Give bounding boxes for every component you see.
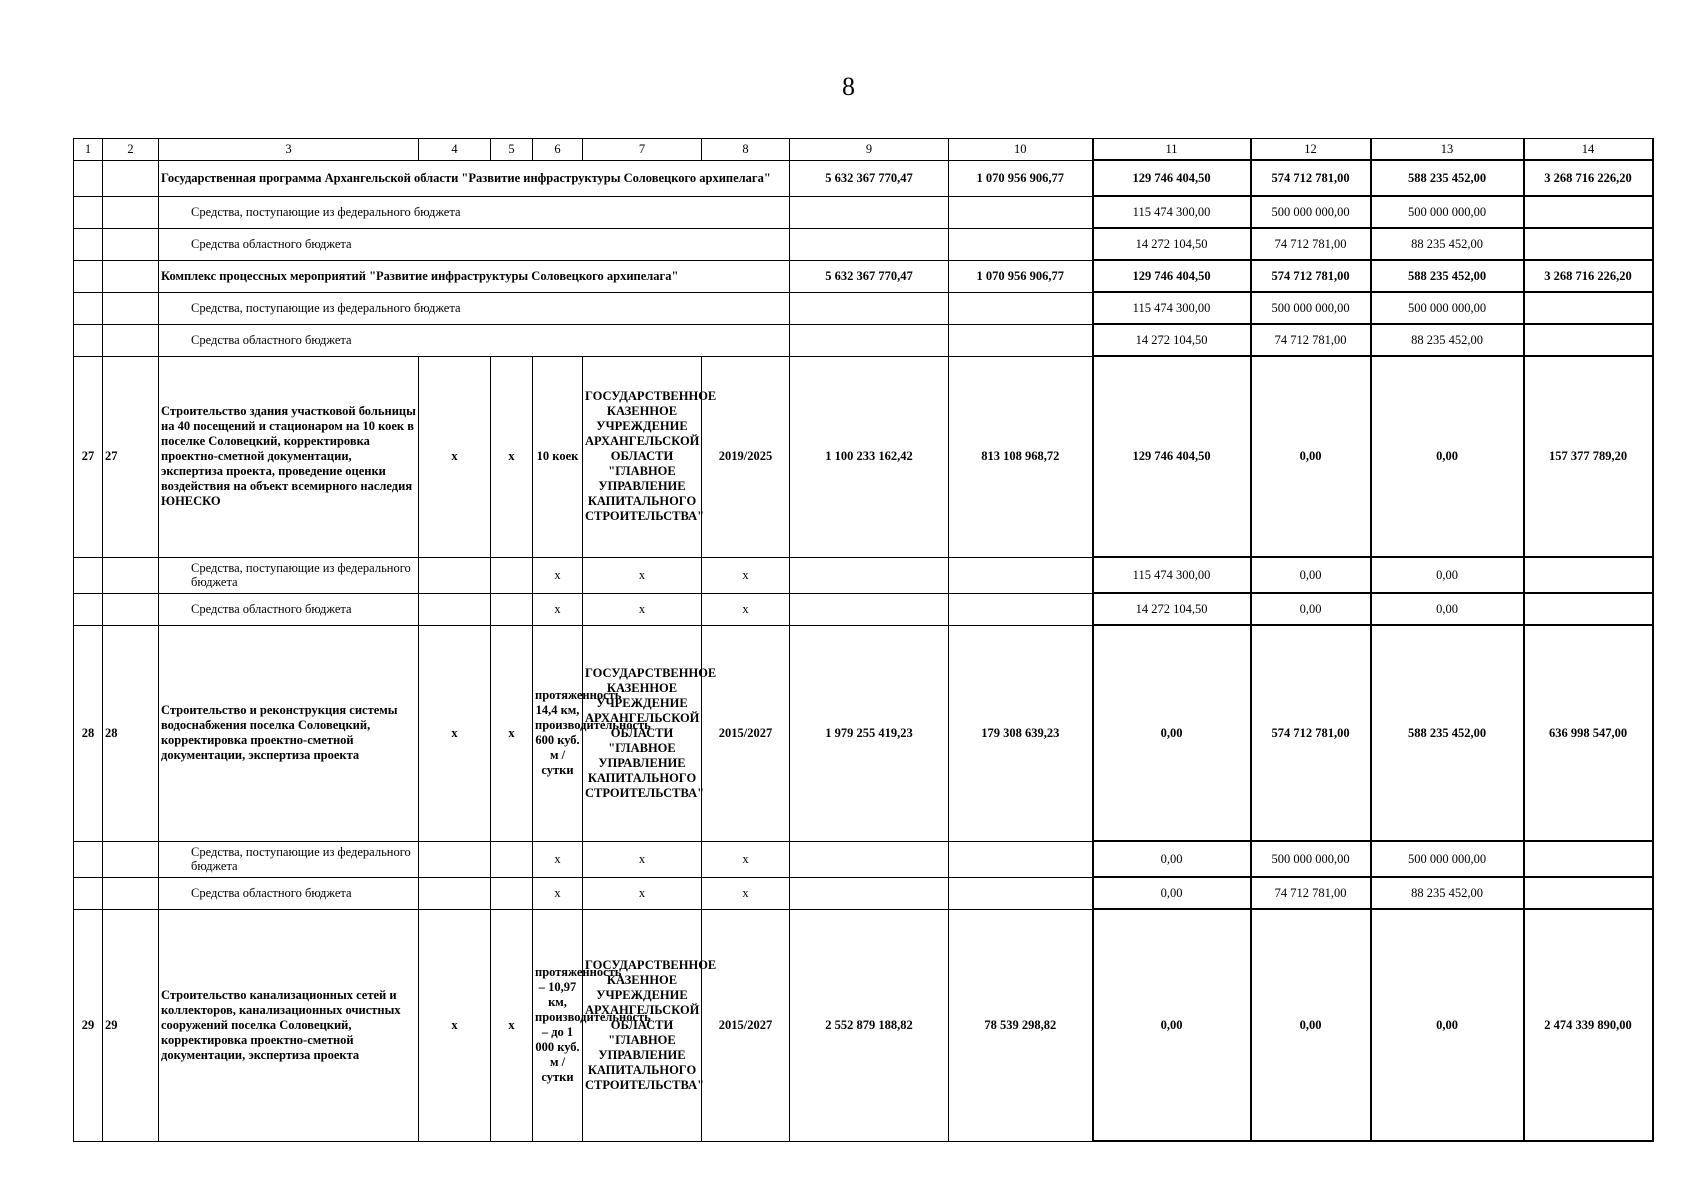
col-header-12: 12 <box>1251 139 1371 161</box>
row-c12: 0,00 <box>1251 356 1371 557</box>
col-header-4: 4 <box>419 139 491 161</box>
program-fed-c13: 500 000 000,00 <box>1371 196 1524 228</box>
row-code: 28 <box>103 625 159 841</box>
row-c5: х <box>491 356 533 557</box>
complex-c10: 1 070 956 906,77 <box>949 260 1093 292</box>
row-fed-x6: х <box>533 841 583 877</box>
row-c11: 0,00 <box>1093 909 1251 1141</box>
program-reg-c13: 88 235 452,00 <box>1371 228 1524 260</box>
complex-fed-c12: 500 000 000,00 <box>1251 292 1371 324</box>
col-header-9: 9 <box>790 139 949 161</box>
row-federal-label: Средства, поступающие из федерального бюджета <box>159 841 419 877</box>
program-regional-row <box>74 228 1653 260</box>
row-c10: 78 539 298,82 <box>949 909 1093 1141</box>
col-header-10: 10 <box>949 139 1093 161</box>
row-name: Строительство здания участковой больницы на 40 посещений и стационаром на 10 коек в поселке Соловецкий, корректировка проектно-сметной документации, экспертиза проекта, проведение оценки воздействия на объект всемирного наследия ЮНЕСКО <box>159 356 419 557</box>
row-fed-c11: 115 474 300,00 <box>1093 557 1251 593</box>
row-fed-x8: х <box>702 557 790 593</box>
row-reg-x7: х <box>583 877 702 909</box>
row-c14: 157 377 789,20 <box>1524 356 1653 557</box>
row-c13: 0,00 <box>1371 356 1524 557</box>
program-federal-row <box>74 196 1653 228</box>
row-reg-x8: х <box>702 877 790 909</box>
row-c9: 1 979 255 419,23 <box>790 625 949 841</box>
program-federal-label: Средства, поступающие из федерального бюджета <box>159 196 790 228</box>
col-header-11: 11 <box>1093 139 1251 161</box>
row-number: 28 <box>74 625 103 841</box>
row-code: 29 <box>103 909 159 1141</box>
row-fed-x7: х <box>583 841 702 877</box>
row-reg-x6: х <box>533 593 583 625</box>
complex-regional-row <box>74 324 1653 356</box>
program-fed-c11: 115 474 300,00 <box>1093 196 1251 228</box>
complex-federal-label: Средства, поступающие из федерального бюджета <box>159 292 790 324</box>
row-c10: 179 308 639,23 <box>949 625 1093 841</box>
row-c7: ГОСУДАРСТВЕННОЕ КАЗЕННОЕ УЧРЕЖДЕНИЕ АРХАНГЕЛЬСКОЙ ОБЛАСТИ "ГЛАВНОЕ УПРАВЛЕНИЕ КАПИТАЛЬНОГО СТРОИТЕЛЬСТВА" <box>583 909 702 1141</box>
program-c10: 1 070 956 906,77 <box>949 160 1093 196</box>
table-row <box>74 593 1653 625</box>
col-header-2: 2 <box>103 139 159 161</box>
row-reg-c13: 0,00 <box>1371 593 1524 625</box>
table-row <box>74 841 1653 877</box>
row-number: 29 <box>74 909 103 1141</box>
table-row <box>74 356 1653 557</box>
program-reg-c12: 74 712 781,00 <box>1251 228 1371 260</box>
col-header-1: 1 <box>74 139 103 161</box>
complex-fed-c13: 500 000 000,00 <box>1371 292 1524 324</box>
table-row <box>74 625 1653 841</box>
row-fed-c13: 0,00 <box>1371 557 1524 593</box>
row-reg-x8: х <box>702 593 790 625</box>
row-c8: 2015/2027 <box>702 909 790 1141</box>
row-c5: х <box>491 625 533 841</box>
col-header-5: 5 <box>491 139 533 161</box>
program-fed-c12: 500 000 000,00 <box>1251 196 1371 228</box>
row-fed-x7: х <box>583 557 702 593</box>
row-reg-x6: х <box>533 877 583 909</box>
row-c4: х <box>419 625 491 841</box>
row-c6: 10 коек <box>533 356 583 557</box>
row-c9: 2 552 879 188,82 <box>790 909 949 1141</box>
program-c11: 129 746 404,50 <box>1093 160 1251 196</box>
row-fed-x8: х <box>702 841 790 877</box>
row-fed-x6: х <box>533 557 583 593</box>
row-c11: 129 746 404,50 <box>1093 356 1251 557</box>
col-header-6: 6 <box>533 139 583 161</box>
col-header-3: 3 <box>159 139 419 161</box>
col-header-7: 7 <box>583 139 702 161</box>
row-reg-c12: 74 712 781,00 <box>1251 877 1371 909</box>
row-regional-label: Средства областного бюджета <box>159 877 419 909</box>
complex-c9: 5 632 367 770,47 <box>790 260 949 292</box>
complex-federal-row <box>74 292 1653 324</box>
row-c13: 588 235 452,00 <box>1371 625 1524 841</box>
row-number: 27 <box>74 356 103 557</box>
col-header-14: 14 <box>1524 139 1653 161</box>
row-c6: протяженность 14,4 км, производительность 600 куб. м / сутки <box>533 625 583 841</box>
row-reg-x7: х <box>583 593 702 625</box>
program-title: Государственная программа Архангельской области "Развитие инфраструктуры Соловецкого архипелага" <box>159 160 790 196</box>
row-c13: 0,00 <box>1371 909 1524 1141</box>
row-c12: 574 712 781,00 <box>1251 625 1371 841</box>
row-c7: ГОСУДАРСТВЕННОЕ КАЗЕННОЕ УЧРЕЖДЕНИЕ АРХАНГЕЛЬСКОЙ ОБЛАСТИ "ГЛАВНОЕ УПРАВЛЕНИЕ КАПИТАЛЬНОГО СТРОИТЕЛЬСТВА" <box>583 356 702 557</box>
program-c14: 3 268 716 226,20 <box>1524 160 1653 196</box>
row-c6: протяженность – 10,97 км, производительность – до 1 000 куб. м / сутки <box>533 909 583 1141</box>
table-row <box>74 909 1653 1141</box>
complex-c13: 588 235 452,00 <box>1371 260 1524 292</box>
row-federal-label: Средства, поступающие из федерального бюджета <box>159 557 419 593</box>
row-c12: 0,00 <box>1251 909 1371 1141</box>
row-reg-c11: 0,00 <box>1093 877 1251 909</box>
row-fed-c12: 500 000 000,00 <box>1251 841 1371 877</box>
row-c8: 2019/2025 <box>702 356 790 557</box>
row-c4: х <box>419 356 491 557</box>
row-regional-label: Средства областного бюджета <box>159 593 419 625</box>
page-number: 8 <box>842 72 855 101</box>
complex-row <box>74 260 1653 292</box>
col-header-13: 13 <box>1371 139 1524 161</box>
complex-c12: 574 712 781,00 <box>1251 260 1371 292</box>
row-name: Строительство канализационных сетей и коллекторов, канализационных очистных сооружений поселка Соловецкий, корректировка проектно-сметной документации, экспертиза проекта <box>159 909 419 1141</box>
table-row <box>74 557 1653 593</box>
col-header-8: 8 <box>702 139 790 161</box>
table-row <box>74 877 1653 909</box>
row-c10: 813 108 968,72 <box>949 356 1093 557</box>
row-c14: 636 998 547,00 <box>1524 625 1653 841</box>
row-c4: х <box>419 909 491 1141</box>
row-code: 27 <box>103 356 159 557</box>
program-reg-c11: 14 272 104,50 <box>1093 228 1251 260</box>
row-c8: 2015/2027 <box>702 625 790 841</box>
row-fed-c13: 500 000 000,00 <box>1371 841 1524 877</box>
column-numbers-row <box>74 139 1653 161</box>
complex-regional-label: Средства областного бюджета <box>159 324 790 356</box>
program-regional-label: Средства областного бюджета <box>159 228 790 260</box>
row-fed-c11: 0,00 <box>1093 841 1251 877</box>
row-name: Строительство и реконструкция системы водоснабжения поселка Соловецкий, корректировка проектно-сметной документации, экспертиза проекта <box>159 625 419 841</box>
complex-title: Комплекс процессных мероприятий "Развитие инфраструктуры Соловецкого архипелага" <box>159 260 790 292</box>
complex-fed-c11: 115 474 300,00 <box>1093 292 1251 324</box>
complex-reg-c11: 14 272 104,50 <box>1093 324 1251 356</box>
program-c12: 574 712 781,00 <box>1251 160 1371 196</box>
row-reg-c11: 14 272 104,50 <box>1093 593 1251 625</box>
row-reg-c13: 88 235 452,00 <box>1371 877 1524 909</box>
row-reg-c12: 0,00 <box>1251 593 1371 625</box>
program-c9: 5 632 367 770,47 <box>790 160 949 196</box>
budget-table <box>73 138 1654 1142</box>
program-row <box>74 160 1653 196</box>
complex-reg-c12: 74 712 781,00 <box>1251 324 1371 356</box>
row-fed-c12: 0,00 <box>1251 557 1371 593</box>
complex-c14: 3 268 716 226,20 <box>1524 260 1653 292</box>
program-c13: 588 235 452,00 <box>1371 160 1524 196</box>
row-c7: ГОСУДАРСТВЕННОЕ КАЗЕННОЕ УЧРЕЖДЕНИЕ АРХАНГЕЛЬСКОЙ ОБЛАСТИ "ГЛАВНОЕ УПРАВЛЕНИЕ КАПИТАЛЬНОГО СТРОИТЕЛЬСТВА" <box>583 625 702 841</box>
row-c9: 1 100 233 162,42 <box>790 356 949 557</box>
row-c11: 0,00 <box>1093 625 1251 841</box>
row-c5: х <box>491 909 533 1141</box>
row-c14: 2 474 339 890,00 <box>1524 909 1653 1141</box>
complex-reg-c13: 88 235 452,00 <box>1371 324 1524 356</box>
complex-c11: 129 746 404,50 <box>1093 260 1251 292</box>
